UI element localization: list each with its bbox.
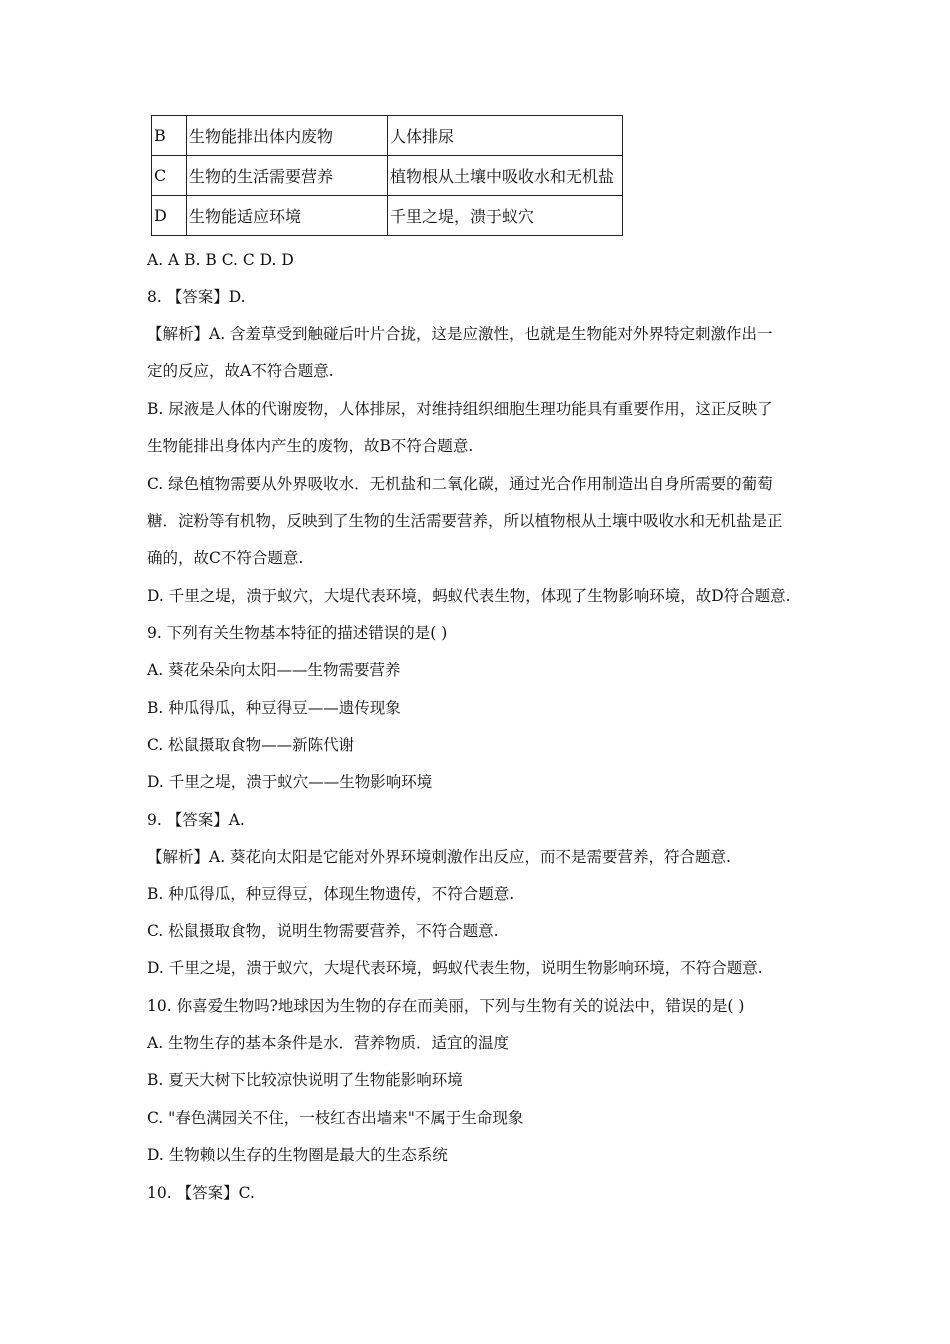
q10-option: B. 夏天大树下比较凉快说明了生物能影响环境 — [147, 1071, 463, 1089]
q10-option: C. "春色满园关不住，一枝红杏出墙来"不属于生命现象 — [147, 1109, 524, 1127]
q10-option: D. 生物赖以生存的生物圈是最大的生态系统 — [147, 1146, 448, 1164]
q8-answer: 8. 【答案】D. — [147, 288, 246, 306]
table-cell-example: 千里之堤，溃于蚁穴 — [388, 196, 623, 236]
q9-question: 9. 下列有关生物基本特征的描述错误的是( ) — [147, 624, 448, 642]
table-row — [152, 116, 623, 156]
q9-option: A. 葵花朵朵向太阳——生物需要营养 — [147, 661, 401, 679]
q8-analysis-line: B. 尿液是人体的代谢废物，人体排尿，对维持组织细胞生理功能具有重要作用，这正反映了 — [147, 400, 773, 418]
q9-option: B. 种瓜得瓜，种豆得豆——遗传现象 — [147, 699, 401, 717]
q10-question: 10. 你喜爱生物吗?地球因为生物的存在而美丽，下列与生物有关的说法中，错误的是( ) — [147, 997, 745, 1015]
table-row — [152, 196, 623, 236]
table-cell-letter: C — [152, 156, 187, 196]
q8-analysis-line: 定的反应，故A不符合题意. — [147, 362, 334, 380]
table-cell-example: 人体排尿 — [388, 116, 623, 156]
q8-analysis-line: 生物能排出身体内产生的废物，故B不符合题意. — [147, 437, 474, 455]
table-row — [152, 156, 623, 196]
q9-answer: 9. 【答案】A. — [147, 811, 245, 829]
q9-option: D. 千里之堤，溃于蚁穴——生物影响环境 — [147, 773, 433, 791]
q10-option: A. 生物生存的基本条件是水．营养物质．适宜的温度 — [147, 1034, 510, 1052]
q8-analysis-line: D. 千里之堤，溃于蚁穴，大堤代表环境，蚂蚁代表生物，体现了生物影响环境，故D符合题意. — [147, 587, 791, 605]
q9-analysis-line: 【解析】A. 葵花向太阳是它能对外界环境刺激作出反应，而不是需要营养，符合题意. — [147, 848, 731, 866]
q9-analysis-line: B. 种瓜得瓜，种豆得豆，体现生物遗传，不符合题意. — [147, 885, 515, 903]
table-cell-feature: 生物能排出体内废物 — [187, 116, 388, 156]
q8-analysis-line: 糖．淀粉等有机物，反映到了生物的生活需要营养，所以植物根从土壤中吸收水和无机盐是正 — [147, 512, 783, 530]
q8-analysis-line: C. 绿色植物需要从外界吸收水．无机盐和二氧化碳，通过光合作用制造出自身所需要的葡萄 — [147, 475, 773, 493]
q10-answer: 10. 【答案】C. — [147, 1184, 255, 1202]
q9-analysis-line: C. 松鼠摄取食物，说明生物需要营养，不符合题意. — [147, 922, 499, 940]
table-cell-feature: 生物能适应环境 — [187, 196, 388, 236]
q8-analysis-line: 【解析】A. 含羞草受到触碰后叶片合拢，这是应激性，也就是生物能对外界特定刺激作出一 — [147, 325, 773, 343]
table-cell-letter: B — [152, 116, 187, 156]
table-cell-example: 植物根从土壤中吸收水和无机盐 — [388, 156, 623, 196]
q9-option: C. 松鼠摄取食物——新陈代谢 — [147, 736, 355, 754]
q7-choices: A. A B. B C. C D. D — [147, 251, 294, 269]
q9-analysis-line: D. 千里之堤，溃于蚁穴，大堤代表环境，蚂蚁代表生物，说明生物影响环境，不符合题意. — [147, 959, 763, 977]
q8-analysis-line: 确的，故C不符合题意. — [147, 549, 304, 567]
table-cell-letter: D — [152, 196, 187, 236]
table-cell-feature: 生物的生活需要营养 — [187, 156, 388, 196]
options-table — [151, 115, 623, 236]
